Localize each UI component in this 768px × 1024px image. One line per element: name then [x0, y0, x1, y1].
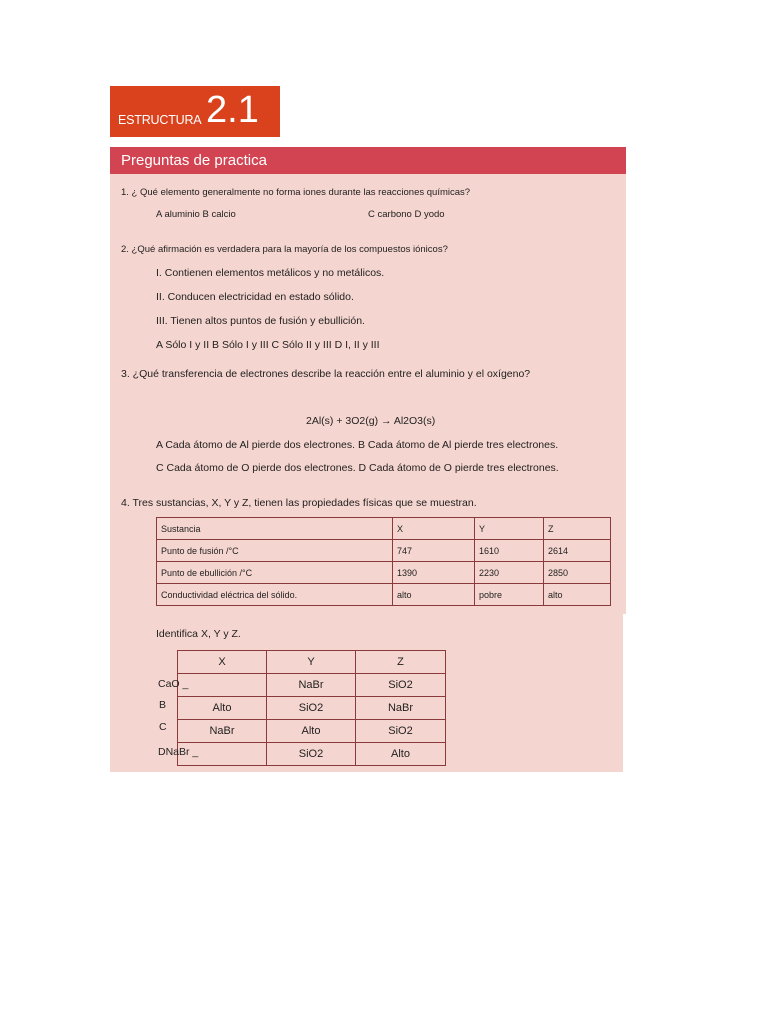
- table-header: Sustancia: [157, 518, 393, 540]
- answers-cell: SiO2: [267, 697, 356, 720]
- table-cell: Punto de fusión /°C: [157, 540, 393, 562]
- badge-number: 2.1: [206, 89, 259, 131]
- answers-cell: SiO2: [267, 743, 356, 766]
- answers-cell: NaBr: [267, 674, 356, 697]
- table-row: [157, 584, 611, 606]
- table-cell: alto: [544, 584, 611, 606]
- answer-label-b: B: [159, 699, 167, 711]
- answers-header: Y: [267, 651, 356, 674]
- table-cell: Punto de ebullición /°C: [157, 562, 393, 584]
- table-cell: 2850: [544, 562, 611, 584]
- question-4-text: 4. Tres sustancias, X, Y y Z, tienen las propiedades físicas que se muestran.: [121, 497, 477, 509]
- table-row: [157, 540, 611, 562]
- table-row: [157, 562, 611, 584]
- answer-label-a: CaO _: [158, 678, 189, 690]
- identify-prompt: Identifica X, Y y Z.: [156, 628, 241, 640]
- table-cell: 2614: [544, 540, 611, 562]
- question-2-statement-1: I. Contienen elementos metálicos y no metálicos.: [156, 267, 385, 279]
- answers-cell: NaBr: [178, 720, 267, 743]
- panel-header: [110, 147, 626, 174]
- table-cell: 1390: [393, 562, 475, 584]
- questions-panel: [110, 147, 626, 614]
- answers-header-row: [178, 651, 446, 674]
- question-1-options-right: C carbono D yodo: [368, 209, 445, 220]
- table-cell: alto: [393, 584, 475, 606]
- section-badge: [110, 86, 280, 137]
- question-3-options-2: C Cada átomo de O pierde dos electrones. D Cada átomo de O pierde tres electrones.: [156, 462, 559, 474]
- question-3-text: 3. ¿Qué transferencia de electrones describe la reacción entre el aluminio y el oxígeno?: [121, 368, 531, 380]
- answers-row: [178, 720, 446, 743]
- answers-cell: SiO2: [356, 674, 446, 697]
- question-2-statement-2: II. Conducen electricidad en estado sólido.: [156, 291, 354, 303]
- table-cell: 2230: [475, 562, 544, 584]
- question-2-statement-3: III. Tienen altos puntos de fusión y ebullición.: [156, 315, 365, 327]
- answers-header: X: [178, 651, 267, 674]
- answers-cell: NaBr: [356, 697, 446, 720]
- question-3-options-1: A Cada átomo de Al pierde dos electrones. B Cada átomo de Al pierde tres electrones.: [156, 439, 559, 451]
- answers-cell: Alto: [356, 743, 446, 766]
- answers-cell: Alto: [178, 697, 267, 720]
- question-1-options-left: A aluminio B calcio: [156, 209, 236, 220]
- question-3-equation: 2Al(s) + 3O2(g) → Al2O3(s): [306, 415, 436, 427]
- properties-table: [156, 517, 611, 606]
- answers-row: [178, 674, 446, 697]
- table-cell: Conductividad eléctrica del sólido.: [157, 584, 393, 606]
- answers-cell: Alto: [267, 720, 356, 743]
- table-cell: pobre: [475, 584, 544, 606]
- table-header: X: [393, 518, 475, 540]
- answer-label-c: C: [159, 721, 167, 733]
- answers-panel: [110, 614, 623, 772]
- question-2-options: A Sólo I y II B Sólo I y III C Sólo II y III D I, II y III: [156, 339, 380, 351]
- answers-row: [178, 697, 446, 720]
- answers-table: [177, 650, 446, 766]
- answers-row: [178, 743, 446, 766]
- table-cell: 1610: [475, 540, 544, 562]
- question-2-text: 2. ¿Qué afirmación es verdadera para la mayoría de los compuestos iónicos?: [121, 244, 448, 255]
- table-header: Y: [475, 518, 544, 540]
- table-header: Z: [544, 518, 611, 540]
- badge-label: ESTRUCTURA: [118, 113, 202, 127]
- answers-cell: [178, 674, 267, 697]
- table-cell: 747: [393, 540, 475, 562]
- answers-header: Z: [356, 651, 446, 674]
- panel-title: Preguntas de practica: [121, 152, 267, 169]
- table-header-row: [157, 518, 611, 540]
- question-1-text: 1. ¿ Qué elemento generalmente no forma iones durante las reacciones químicas?: [121, 187, 471, 198]
- answers-cell: SiO2: [356, 720, 446, 743]
- answer-label-d: DNaBr _: [158, 746, 199, 758]
